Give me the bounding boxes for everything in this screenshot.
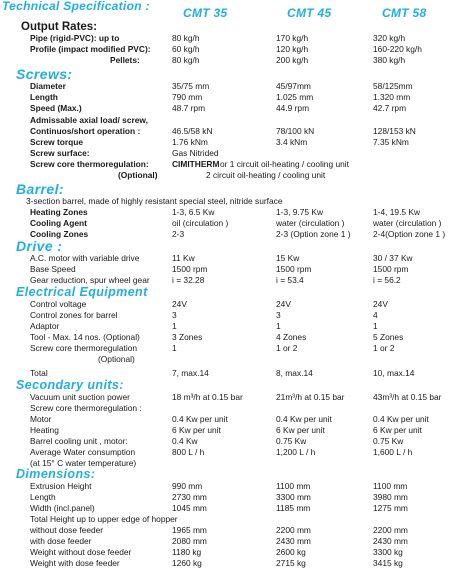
model-header-cmt58: CMT 58 (382, 6, 427, 20)
value-cmt35: 990 mm (172, 481, 203, 491)
value-cmt45: 2200 mm (276, 525, 311, 535)
row-label: Cooling Agent (30, 218, 87, 228)
value-cmt35: 0.4 Kw per unit (172, 414, 228, 424)
row-label: Base Speed (30, 264, 76, 274)
value-cmt58: i = 56.2 (373, 275, 401, 285)
value-cmt35: 7, max.14 (172, 368, 209, 378)
value-cmt45: 4 Zones (276, 332, 307, 342)
value-cmt35: 1.76 kNm (172, 137, 208, 147)
spec-row (0, 103, 450, 113)
value-cmt45: i = 53.4 (276, 275, 304, 285)
spec-row (0, 218, 450, 228)
spec-row (0, 525, 450, 535)
value-cmt58: 3300 kg (373, 547, 403, 557)
row-label: Pipe (rigid-PVC): up to (30, 33, 120, 43)
electrical-title: Electrical Equipment (16, 285, 148, 299)
value-cmt45: 1-3, 9.75 Kw (276, 207, 324, 217)
value-cmt35: 2-3 (172, 229, 185, 239)
row-label: Screw core thermoregulation : (30, 403, 142, 413)
spec-row (0, 343, 450, 353)
value-cmt58: 380 kg/h (373, 55, 406, 65)
row-label: Pellets: (110, 55, 140, 65)
value-cmt35: 1045 mm (172, 503, 207, 513)
value-cmt45: 3 (276, 310, 281, 320)
value-cmt45: 45/97mm (276, 81, 311, 91)
value-cmt45: 120 kg/h (276, 44, 309, 54)
value-cmt45: 2430 mm (276, 536, 311, 546)
spec-row (0, 414, 450, 424)
spec-row (0, 536, 450, 546)
spec-row (0, 514, 450, 524)
spec-row (0, 503, 450, 513)
spec-row (0, 115, 450, 125)
value-cmt58: 2430 mm (373, 536, 408, 546)
model-header-cmt45: CMT 45 (287, 6, 332, 20)
barrel-description: 3-section barrel, made of highly resistant special steel, nitride surface (26, 196, 283, 206)
row-label: with dose feeder (30, 536, 92, 546)
row-label: Admissable axial load/ screw, (30, 115, 148, 125)
value-cmt45: 2-3 (Option zone 1 ) (276, 229, 351, 239)
value-cmt45: 78/100 kN (276, 126, 315, 136)
value-cmt35: 0.4 Kw (172, 436, 198, 446)
value-cmt35: 11 Kw (172, 253, 195, 263)
spec-row (0, 55, 450, 65)
value-cmt45: water (circulation ) (276, 218, 345, 228)
model-header-cmt35: CMT 35 (183, 6, 228, 20)
spec-row (0, 275, 450, 285)
value-cmt58: 58/125mm (373, 81, 413, 91)
value-cmt35: 1965 mm (172, 525, 207, 535)
value-cmt35: 1 (172, 321, 177, 331)
spec-row (0, 159, 450, 169)
value-cmt45: 3300 mm (276, 492, 311, 502)
thermo-option-2: 2 circuit oil-heating / cooling unit (206, 170, 326, 180)
value-cmt35: 1-3, 6.5 Kw (172, 207, 215, 217)
row-label: (Optional) (118, 170, 158, 180)
row-label: Profile (impact modified PVC): (30, 44, 151, 54)
spec-row (0, 126, 450, 136)
row-label: Average Water consumption (30, 447, 136, 457)
value-cmt45: 0.4 Kw per unit (276, 414, 332, 424)
value-cmt35: 2080 mm (172, 536, 207, 546)
value-cmt58: 24V (373, 299, 388, 309)
spec-title: Technical Specification : (2, 0, 150, 13)
row-label: without dose feeder (30, 525, 104, 535)
value-cmt35: i = 32.28 (172, 275, 205, 285)
value-cmt45: 15 Kw (276, 253, 300, 263)
row-label: Vacuum unit suction power (30, 392, 130, 402)
value-cmt35: 24V (172, 299, 187, 309)
value-cmt58: 5 Zones (373, 332, 404, 342)
spec-row (0, 253, 450, 263)
value-cmt45: 1 or 2 (276, 343, 298, 353)
value-cmt58: 6 Kw per unit (373, 425, 422, 435)
value-cmt35: 790 mm (172, 92, 203, 102)
value-cmt35: 6 Kw per unit (172, 425, 221, 435)
spec-row (0, 229, 450, 239)
thermo-brand: CIMITHERM (172, 159, 220, 169)
screws-title: Screws: (16, 66, 73, 82)
output-rates-title: Output Rates: (21, 21, 98, 33)
row-label: Total (30, 368, 48, 378)
row-label: (at 15° C water temperature) (30, 458, 137, 468)
value-cmt35: 80 kg/h (172, 55, 200, 65)
value-cmt58: 320 kg/h (373, 33, 406, 43)
value-cmt58: 1-4, 19.5 Kw (373, 207, 421, 217)
value-cmt45: 1.025 mm (276, 92, 314, 102)
value-cmt58: 1100 mm (373, 481, 408, 491)
value-cmt45: 1 (276, 321, 281, 331)
value-cmt45: 21m³/h at 0.15 bar (276, 392, 345, 402)
row-label: Heating (30, 425, 59, 435)
row-label: Screw core thermoregulation: (30, 159, 149, 169)
value-cmt45: 44.9 rpm (276, 103, 310, 113)
spec-row (0, 33, 450, 43)
row-label: A.C. motor with variable drive (30, 253, 140, 263)
spec-row (0, 299, 450, 309)
spec-row (0, 425, 450, 435)
row-label: Extrusion Height (30, 481, 92, 491)
value-cmt35: 3 Zones (172, 332, 203, 342)
spec-row (0, 332, 450, 342)
row-label: Length (30, 92, 58, 102)
row-label: Cooling Zones (30, 229, 89, 239)
row-label: Length (30, 492, 56, 502)
row-label: Weight without dose feeder (30, 547, 132, 557)
value-cmt58: 128/153 kN (373, 126, 416, 136)
spec-row (0, 392, 450, 402)
value-cmt35: oil (circulation ) (172, 218, 229, 228)
value-cmt58: 10, max.14 (373, 368, 415, 378)
value-cmt45: 8, max.14 (276, 368, 313, 378)
row-label: Motor (30, 414, 52, 424)
spec-row (0, 264, 450, 274)
spec-row (0, 148, 450, 158)
row-label: Speed (Max.) (30, 103, 82, 113)
value-cmt45: 1185 mm (276, 503, 311, 513)
value-cmt35: 800 L / h (172, 447, 205, 457)
spec-row (0, 321, 450, 331)
value-cmt45: 24V (276, 299, 291, 309)
row-label: Diameter (30, 81, 66, 91)
row-label: Total Height up to upper edge of hopper (30, 514, 178, 524)
value-cmt58: 160-220 kg/h (373, 44, 422, 54)
row-label: Barrel cooling unit , motor: (30, 436, 128, 446)
spec-row (0, 354, 450, 364)
barrel-title: Barrel: (16, 181, 64, 197)
spec-row (0, 558, 450, 568)
value-cmt35: 1500 rpm (172, 264, 208, 274)
value-cmt45: 170 kg/h (276, 33, 309, 43)
value-cmt58: 3415 kg (373, 558, 403, 568)
value-cmt45: 0.75 Kw (276, 436, 307, 446)
value-cmt58: water (circulation ) (373, 218, 442, 228)
spec-row (0, 368, 450, 378)
value-cmt35: 60 kg/h (172, 44, 200, 54)
row-label: Heating Zones (30, 207, 88, 217)
row-label: Continuos/short operation : (30, 126, 141, 136)
value-cmt45: 1100 mm (276, 481, 311, 491)
spec-row (0, 547, 450, 557)
value-cmt35: Gas Nitrided (172, 148, 219, 158)
row-label: Screw torque (30, 137, 84, 147)
spec-row (0, 137, 450, 147)
spec-row (0, 207, 450, 217)
value-cmt45: 3.4 kNm (276, 137, 308, 147)
value-cmt58: 1 or 2 (373, 343, 395, 353)
value-cmt35: 80 kg/h (172, 33, 200, 43)
spec-row (0, 403, 450, 413)
value-cmt45: 2715 kg (276, 558, 306, 568)
value-cmt35: 48.7 rpm (172, 103, 206, 113)
spec-row (0, 481, 450, 491)
value-cmt58: 1,600 L / h (373, 447, 413, 457)
value-cmt58: 0.4 Kw per unit (373, 414, 429, 424)
value-cmt35: 1 (172, 343, 177, 353)
value-cmt58: 1275 mm (373, 503, 408, 513)
value-cmt45: 1,200 L / h (276, 447, 316, 457)
value-cmt58: 7.35 kNm (373, 137, 409, 147)
row-label: Control voltage (30, 299, 87, 309)
value-cmt58: 2-4(Option zone 1 ) (373, 229, 446, 239)
spec-row (0, 170, 450, 180)
value-cmt58: 2200 mm (373, 525, 408, 535)
secondary-units-title: Secondary units: (16, 378, 124, 392)
row-label: Screw core thermoregulation (30, 343, 138, 353)
thermo-option-1: or 1 circuit oil-heating / cooling unit (220, 159, 349, 169)
value-cmt45: 1500 rpm (276, 264, 312, 274)
value-cmt45: 2600 kg (276, 547, 306, 557)
spec-row (0, 81, 450, 91)
row-label: (Optional) (98, 354, 135, 364)
value-cmt58: 3980 mm (373, 492, 408, 502)
value-cmt58: 1.320 mm (373, 92, 411, 102)
dimensions-title: Dimensions: (16, 467, 96, 481)
spec-row (0, 44, 450, 54)
value-cmt45: 6 Kw per unit (276, 425, 325, 435)
row-label: Gear reduction, spur wheel gear (30, 275, 150, 285)
row-label: Tool - Max. 14 nos. (Optional) (30, 332, 140, 342)
drive-title: Drive : (16, 238, 63, 254)
spec-row (0, 310, 450, 320)
spec-row (0, 436, 450, 446)
value-cmt58: 1 (373, 321, 378, 331)
spec-row (0, 492, 450, 502)
value-cmt58: 1500 rpm (373, 264, 409, 274)
row-label: Screw surface: (30, 148, 90, 158)
spec-row (0, 92, 450, 102)
value-cmt35: 1260 kg (172, 558, 202, 568)
row-label: Control zones for barrel (30, 310, 118, 320)
value-cmt35: 18 m³/h at 0.15 bar (172, 392, 243, 402)
value-cmt35: 2730 mm (172, 492, 207, 502)
value-cmt35: 1180 kg (172, 547, 202, 557)
value-cmt58: 4 (373, 310, 378, 320)
value-cmt35: 46.5/58 kN (172, 126, 213, 136)
value-cmt58: 30 / 37 Kw (373, 253, 413, 263)
row-label: Width (incl.panel) (30, 503, 95, 513)
value-cmt58: 43m³/h at 0.15 bar (373, 392, 442, 402)
value-cmt35: 35/75 mm (172, 81, 210, 91)
row-label: Weight with dose feeder (30, 558, 120, 568)
value-cmt45: 200 kg/h (276, 55, 309, 65)
value-cmt58: 0.75 Kw (373, 436, 404, 446)
spec-row (0, 447, 450, 457)
row-label: Adaptor (30, 321, 60, 331)
value-cmt35: 3 (172, 310, 177, 320)
value-cmt58: 42.7 rpm (373, 103, 407, 113)
